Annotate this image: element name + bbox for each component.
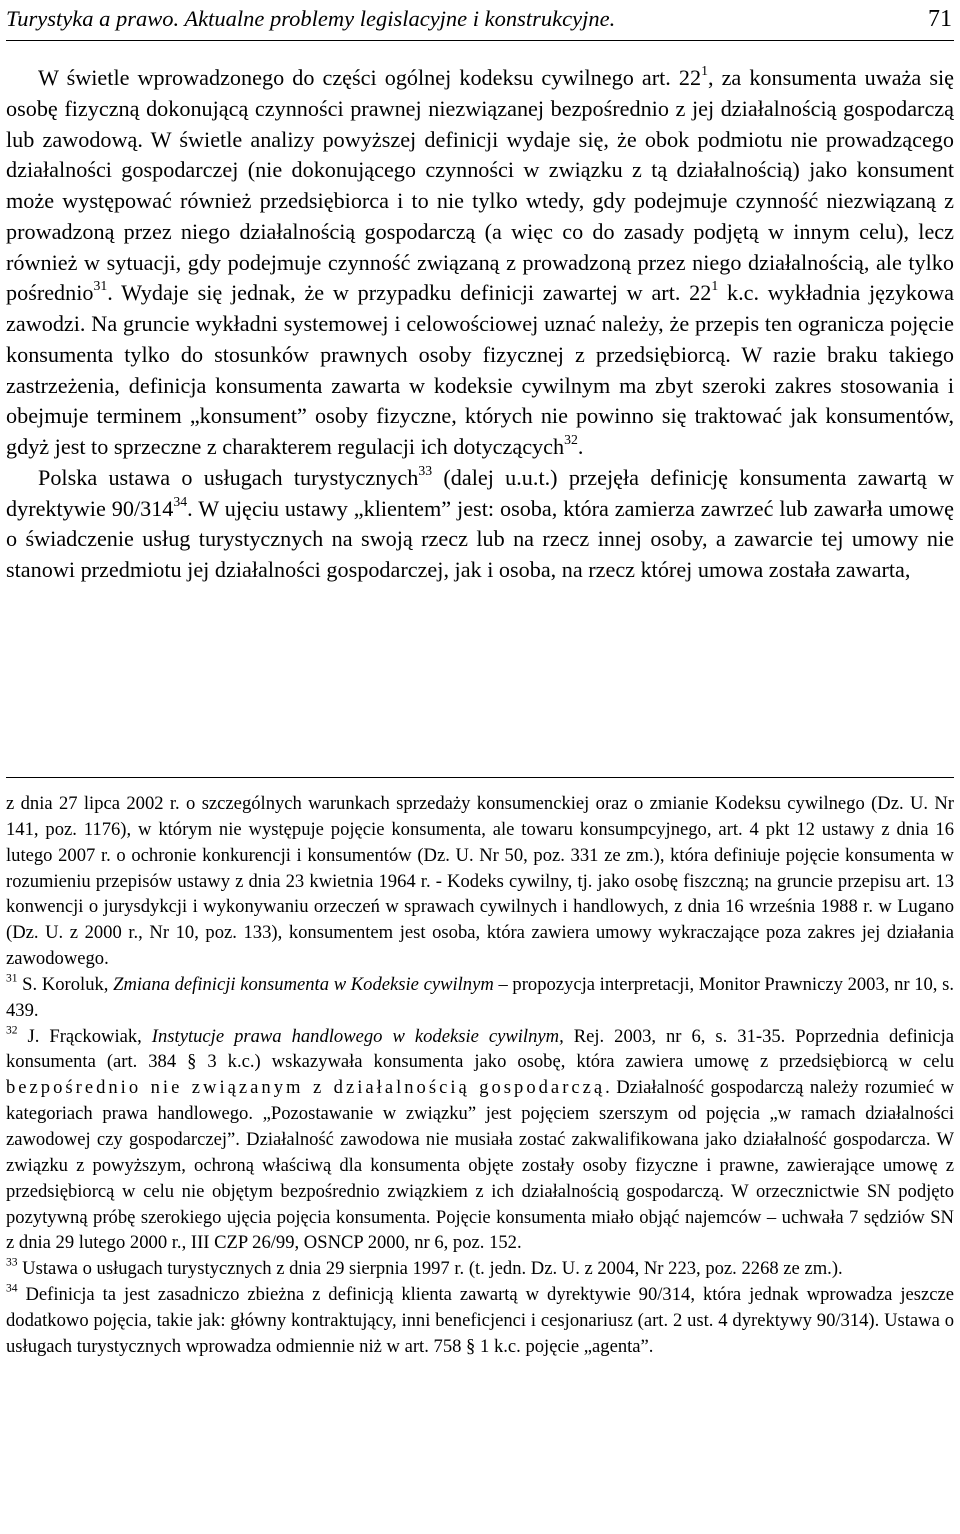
main-text bbox=[6, 63, 954, 586]
page-number: 71 bbox=[928, 6, 952, 32]
footnote-34 bbox=[6, 1282, 954, 1360]
text-run: k.c. wykładnia językowa zawodzi. Na gruncie wykładni systemowej i celowościowej uznać należy, że przepis ten ogranicza pojęcie konsumenta tylko do stosunków prawnych osoby fizycznej z przedsiębiorcą. W razie braku takiego zastrzeżenia, definicja konsumenta zawarta w kodeksie cywilnym ma zbyt szeroki zakres stosowania i obejmuje terminem „konsument” osoby fizyczne, których nie powinno się traktować jak konsumentów, gdyż jest to sprzeczne z charakterem regulacji ich dotyczących bbox=[6, 280, 954, 459]
paragraph bbox=[6, 463, 954, 586]
text-run: , za konsumenta uważa się osobę fizyczną dokonującą czynności prawnej niezwiązanej bezpośrednio z jej działalnością gospodarczą lub zawodową. W świetle analizy powyższej definicji wydaje się, że obok podmiotu nie prowadzącego działalności gospodarczej (nie dokonującego czynności w związku z tą działalnością) jako konsument może występować również przedsiębiorca i to nie tylko wtedy, gdy podejmuje czynność niezwiązaną z prowadzoną przez niego działalnością gospodarczą (a więc co do zasady podjętą w innym celu), lecz również w sytuacji, gdy podejmuje czynność związaną z prowadzoną przez niego działalnością, ale tylko pośrednio bbox=[6, 65, 954, 306]
header-title: Turystyka a prawo. Aktualne problemy legislacyjne i konstrukcyjne. bbox=[6, 6, 616, 31]
text-run: Rej. 2003, nr 6, s. 31-35. Poprzednia definicja konsumenta (art. 384 § 3 k.c.) wskazywała konsumenta jako osobę, która zawiera umowę z przedsiębiorcą w celu bbox=[6, 1025, 954, 1073]
cited-title: Instytucje prawa handlowego w kodeksie cywilnym, bbox=[151, 1025, 564, 1047]
text-run: J. Frąckowiak, bbox=[17, 1025, 152, 1047]
document-page bbox=[6, 0, 954, 1534]
footnotes bbox=[6, 791, 954, 1360]
superscript: 1 bbox=[701, 63, 708, 79]
footnote-ref-32[interactable]: 32 bbox=[564, 432, 578, 448]
footnote-31 bbox=[6, 972, 954, 1024]
footnote-33 bbox=[6, 1256, 954, 1282]
paragraph bbox=[6, 63, 954, 463]
footnote-ref-33[interactable]: 33 bbox=[418, 462, 433, 478]
text-run: (dalej u.u.t.) przejęła definicję konsumenta zawartą w dyrektywie 90/314 bbox=[6, 464, 954, 521]
text-run: . Działalność gospodarczą należy rozumieć w kategoriach prawa handlowego. „Pozostawanie w związku” jest pojęciem szerszym od pojęcia „w ramach działalności zawodowej czy gospodarczej”. Działalność zawodowa nie musiała zostać zakwalifikowana jako działalność gospodarcza. W związku z powyższym, ochroną właściwą dla konsumenta objęte zostały osoby fizyczne i prawne, zawierające umowę z przedsiębiorcą w celu nie objętym bezpośrednio związkiem z ich działalnością gospodarczą. W orzecznictwie SN podjęto pozytywną próbę szerokiego ujęcia pojęcia konsumenta. Pojęcie konsumenta miało objąć najemców – uchwała 7 sędziów SN z dnia 29 lutego 2000 r., III CZP 26/99, OSNCP 2000, nr 6, poz. 152. bbox=[6, 1077, 954, 1254]
text-run: . Wydaje się jednak, że w przypadku definicji zawartej w art. 22 bbox=[107, 280, 712, 306]
footnote-32 bbox=[6, 1024, 954, 1257]
text-run: W świetle wprowadzonego do części ogólnej kodeksu cywilnego art. 22 bbox=[38, 65, 702, 90]
spaced-emphasis: bezpośrednio nie związanym z działalnością gospodarczą bbox=[6, 1077, 606, 1099]
footnote-number: 32 bbox=[6, 1024, 18, 1037]
text-run: . bbox=[577, 434, 584, 459]
footnote-number: 33 bbox=[6, 1256, 18, 1269]
footnote-ref-34[interactable]: 34 bbox=[173, 493, 188, 509]
text-run: – propozycja interpretacji, Monitor Prawniczy 2003, nr 10, s. 439. bbox=[6, 973, 954, 1021]
text-run: Polska ustawa o usługach turystycznych bbox=[38, 464, 419, 490]
text-run: . W ujęciu ustawy „klientem” jest: osoba, która zamierza zawrzeć lub zawarła umowę o świadczenie usług turystycznych na swoją rzecz lub na rzecz innej osoby, a zawarcie tej umowy nie stanowi przedmiotu jej działalności gospodarczej, jak i osoba, na rzecz której umowa została zawarta, bbox=[6, 495, 954, 582]
cited-title: Zmiana definicji konsumenta w Kodeksie cywilnym bbox=[113, 973, 494, 995]
footnote-number: 34 bbox=[6, 1282, 18, 1295]
superscript: 1 bbox=[711, 278, 719, 294]
footnote-ref-31[interactable]: 31 bbox=[93, 278, 108, 294]
running-header bbox=[6, 6, 954, 36]
footnote-separator bbox=[6, 777, 954, 778]
footnote-number: 31 bbox=[6, 972, 18, 985]
text-run: S. Koroluk, bbox=[17, 973, 114, 995]
header-rule bbox=[6, 40, 954, 41]
text-run: Definicja ta jest zasadniczo zbieżna z definicją klienta zawartą w dyrektywie 90/314, która jednak wprowadza jeszcze dodatkowo pojęcia, takie jak: główny kontraktujący, inni beneficjenci i cesjonariusz (art. 2 ust. 4 dyrektywy 90/314). Ustawa o usługach turystycznych wprowadza odmiennie niż w art. 758 § 1 k.c. pojęcie „agenta”. bbox=[6, 1284, 954, 1357]
text-run: Ustawa o usługach turystycznych z dnia 29 sierpnia 1997 r. (t. jedn. Dz. U. z 2004, Nr 223, poz. 2268 ze zm.). bbox=[17, 1258, 843, 1280]
footnote-continuation: z dnia 27 lipca 2002 r. o szczególnych warunkach sprzedaży konsumenckiej oraz o zmianie Kodeksu cywilnego (Dz. U. Nr 141, poz. 1176), w którym nie występuje pojęcie konsumenta, ale towaru konsumpcyjnego, art. 4 pkt 12 ustawy z dnia 16 lutego 2007 r. o ochronie konkurencji i konsumentów (Dz. U. Nr 50, poz. 331 ze zm.), która definiuje pojęcie konsumenta w rozumieniu przepisów ustawy z dnia 23 kwietnia 1964 r. - Kodeks cywilny, tj. jako osobę fiszczną; na gruncie przepisu art. 13 konwencji o jurysdykcji i wykonywaniu orzeczeń w sprawach cywilnych i handlowych, z dnia 16 września 1988 r. w Lugano (Dz. U. z 2000 r., Nr 10, poz. 133), konsumentem jest osoba, która zawiera umowy wykraczające poza zakres jej działania zawodowego. bbox=[6, 793, 954, 970]
